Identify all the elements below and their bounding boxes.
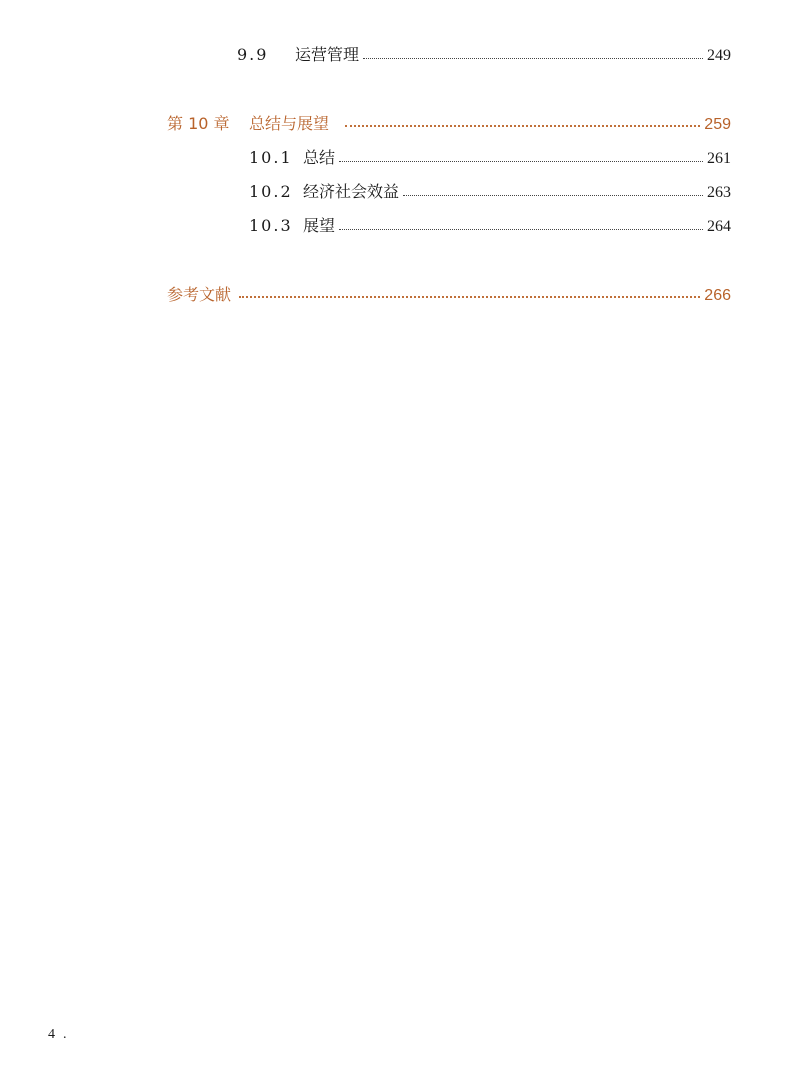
page-number: 259	[704, 116, 731, 133]
chapter-title: 总结与展望	[249, 114, 330, 133]
page-number: 263	[707, 184, 731, 201]
toc-entry-chapter-10[interactable]	[167, 111, 731, 134]
footer-page-number	[48, 1027, 75, 1043]
section-number: 9.9	[237, 45, 269, 64]
toc-entry-10-1[interactable]	[249, 145, 731, 168]
section-title: 总结	[303, 148, 336, 167]
references-title: 参考文献	[167, 285, 232, 304]
section-title: 运营管理	[295, 45, 360, 64]
footer-mark: .	[63, 1027, 75, 1042]
toc-entry-9-9[interactable]	[237, 42, 731, 65]
section-number: 10.3	[249, 216, 293, 235]
footer-number: 4	[48, 1027, 63, 1042]
section-number: 10.1	[249, 148, 293, 167]
page-number: 249	[707, 47, 731, 64]
dot-leader	[345, 117, 700, 128]
section-title: 展望	[303, 216, 336, 235]
dot-leader	[339, 152, 703, 162]
dot-leader	[363, 49, 703, 59]
toc-entry-references[interactable]	[167, 282, 731, 305]
page-number: 261	[707, 150, 731, 167]
dot-leader	[239, 288, 700, 299]
page-number: 266	[704, 287, 731, 304]
section-title: 经济社会效益	[303, 182, 400, 201]
chapter-number: 第 10 章	[167, 114, 230, 133]
page-number: 264	[707, 218, 731, 235]
section-number: 10.2	[249, 182, 293, 201]
toc-entry-10-2[interactable]	[249, 179, 731, 202]
toc-entry-10-3[interactable]	[249, 213, 731, 236]
dot-leader	[339, 220, 703, 230]
dot-leader	[403, 186, 703, 196]
